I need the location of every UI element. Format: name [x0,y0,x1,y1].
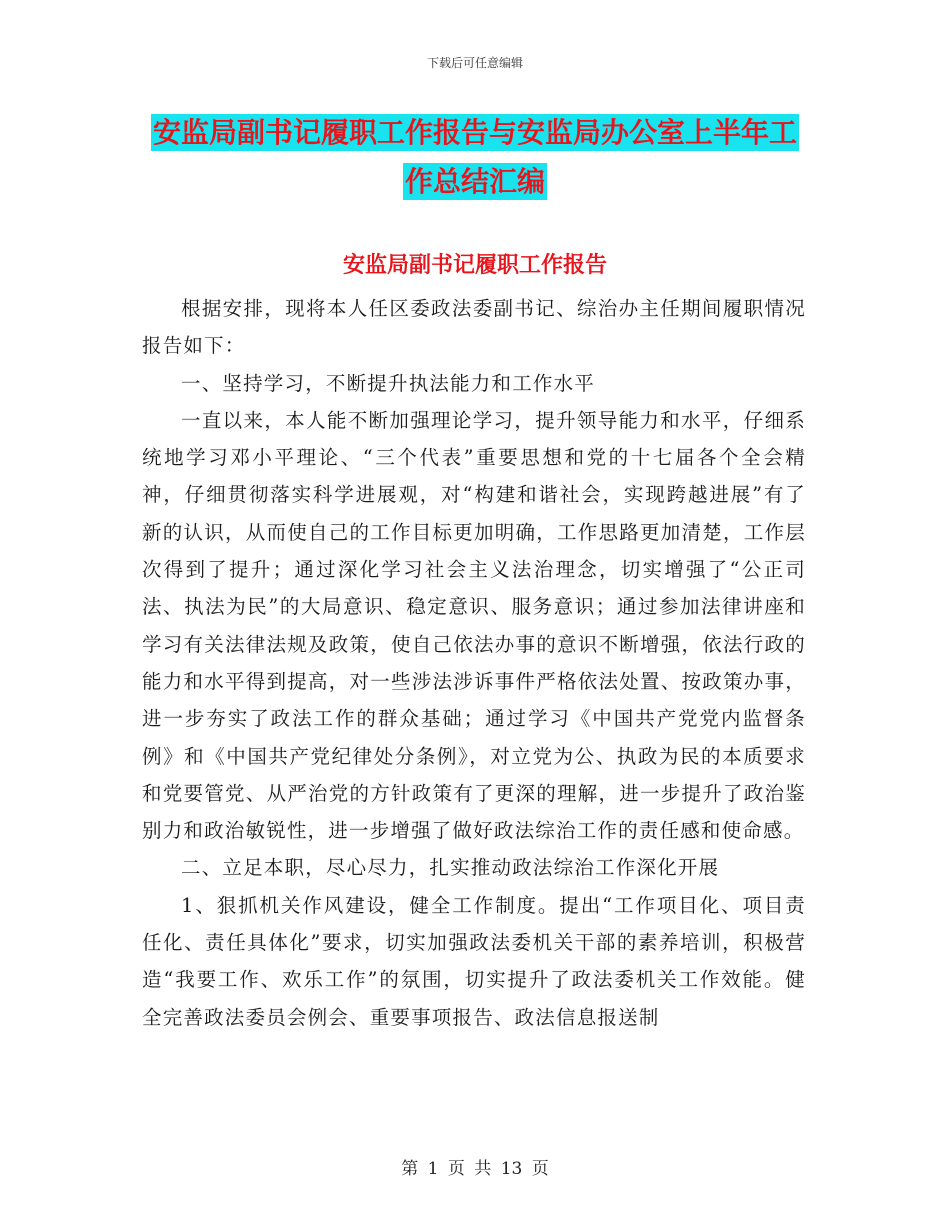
page-footer: 第 1 页 共 13 页 [401,1159,549,1179]
paragraph: 根据安排，现将本人任区委政法委副书记、综治办主任期间履职情况报告如下： [142,297,806,358]
section-title: 安监局副书记履职工作报告 [342,253,607,278]
paragraph: 二、立足本职，尽心尽力，扎实推动政法综治工作深化开展 [181,856,720,880]
document-title-line-2: 作总结汇编 [404,165,545,198]
body-text [142,290,806,1036]
header-note: 下载后可任意编辑 [426,56,523,70]
document-title [140,108,810,206]
document-title-line-1: 安监局副书记履职工作报告与安监局办公室上半年工 [152,116,797,149]
paragraph: 一直以来，本人能不断加强理论学习，提升领导能力和水平，仔细系统地学习邓小平理论、“三个代表”重要思想和党的十七届各个全会精神，仔细贯彻落实科学进展观，对“构建和谐社会，实现跨越进展”有了新的认识，从而使自己的工作目标更加明确，工作思路更加清楚，工作层次得到了提升；通过深化学习社会主义法治理念，切实增强了“公正司法、执法为民”的大局意识、稳定意识、服务意识；通过参加法律讲座和学习有关法律法规及政策，使自己依法办事的意识不断增强，依法行政的能力和水平得到提高，对一些涉法涉诉事件严格依法处置、按政策办事，进一步夯实了政法工作的群众基础；通过学习《中国共产党党内监督条例》和《中国共产党纪律处分条例》，对立党为公、执政为民的本质要求和党要管党、从严治党的方针政策有了更深的理解，进一步提升了政治鉴别力和政治敏锐性，进一步增强了做好政法综治工作的责任感和使命感。 [142,408,806,843]
paragraph: 一、坚持学习，不断提升执法能力和工作水平 [181,371,596,395]
paragraph: 1、狠抓机关作风建设，健全工作制度。提出“工作项目化、项目责任化、责任具体化”要求，切实加强政法委机关干部的素养培训，积极营造“我要工作、欢乐工作”的氛围，切实提升了政法委机关工作效能。健全完善政法委员会例会、重要事项报告、政法信息报送制 [142,893,806,1029]
